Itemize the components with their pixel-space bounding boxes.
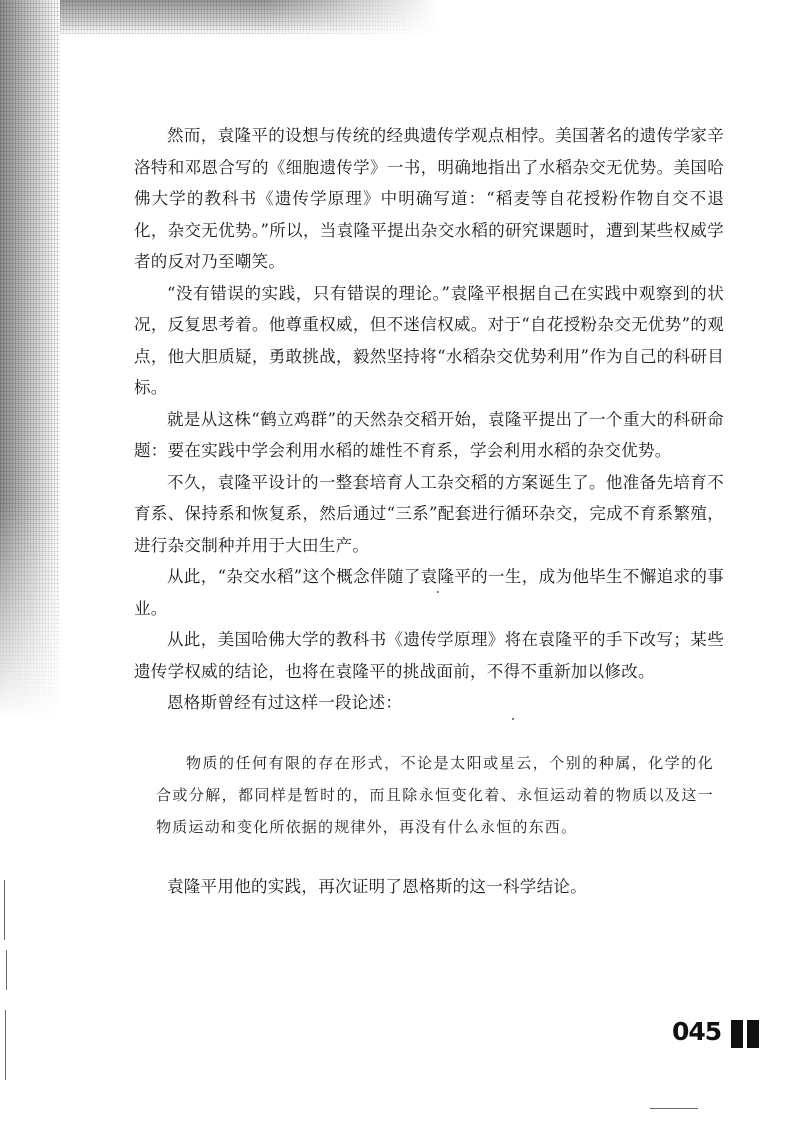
- footer-rule: [650, 1108, 698, 1109]
- paragraph-1: 然而，袁隆平的设想与传统的经典遗传学观点相悖。美国著名的遗传学家辛洛特和邓恩合写的《细胞遗传学》一书，明确地指出了水稻杂交无优势。美国哈佛大学的教科书《遗传学原理》中明确写道：“稻麦等自花授粉作物自交不退化，杂交无优势。”所以，当袁隆平提出杂交水稻的研究课题时，遭到某些权威学者的反对乃至嘲笑。: [134, 126, 724, 271]
- engels-quote: 物质的任何有限的存在形式，不论是太阳或星云，个别的种属，化学的化合或分解，都同样是暂时的，而且除永恒变化着、永恒运动着的物质以及这一物质运动和变化所依据的规律外，再没有什么永恒的东西。: [156, 753, 714, 836]
- paragraph-2: “没有错误的实践，只有错误的理论。”袁隆平根据自己在实践中观察到的状况，反复思考着。他尊重权威，但不迷信权威。对于“自花授粉杂交无优势”的观点，他大胆质疑，勇敢挑战，毅然坚持将“水稻杂交优势利用”作为自己的科研目标。: [134, 283, 724, 397]
- body-text: [134, 120, 724, 902]
- scan-speck: [437, 591, 439, 593]
- paragraph-5: 从此，“杂交水稻”这个概念伴随了袁隆平的一生，成为他毕生不懈追求的事业。: [134, 567, 724, 618]
- paragraph-7: 恩格斯曾经有过这样一段论述：: [167, 693, 403, 712]
- closing-paragraph: 袁隆平用他的实践，再次证明了恩格斯的这一科学结论。: [167, 876, 587, 896]
- page-number-marker: [731, 1020, 743, 1048]
- paragraph-4: 不久，袁隆平设计的一整套培育人工杂交稻的方案诞生了。他准备先培育不育系、保持系和恢复系，然后通过“三系”配套进行循环杂交，完成不育系繁殖，进行杂交制种并用于大田生产。: [134, 472, 724, 555]
- page-number-marker: [747, 1020, 759, 1048]
- paragraph-3: 就是从这株“鹤立鸡群”的天然杂交稻开始，袁隆平提出了一个重大的科研命题：要在实践中学会利用水稻的雄性不育系，学会利用水稻的杂交优势。: [134, 409, 724, 460]
- page-number: 045: [672, 1017, 722, 1046]
- paragraph-6: 从此，美国哈佛大学的教科书《遗传学原理》将在袁隆平的手下改写；某些遗传学权威的结论，也将在袁隆平的挑战面前，不得不重新加以修改。: [134, 630, 724, 681]
- scan-border-left: [0, 0, 60, 720]
- scan-edge-lines: [4, 880, 7, 1080]
- scan-speck: [512, 718, 514, 720]
- scan-border-top: [0, 0, 440, 34]
